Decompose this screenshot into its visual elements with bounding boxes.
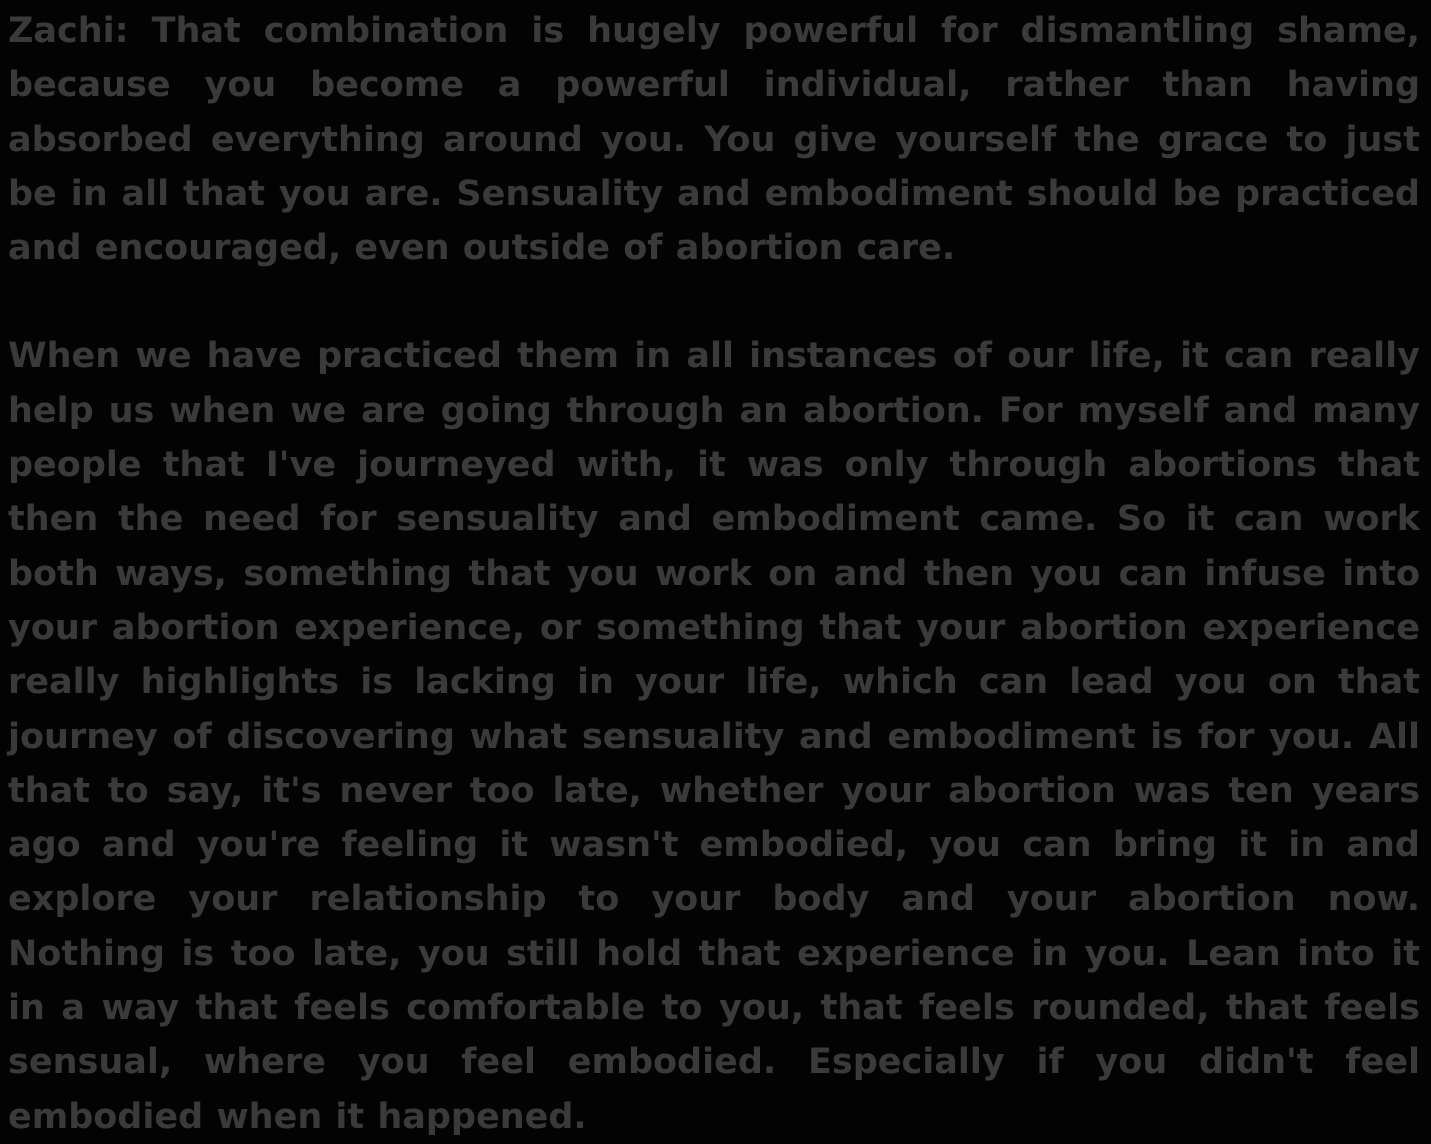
paragraph-zachi-answer: Zachi: That combination is hugely powerful for dismantling shame, because you become a powerful individual, rather than having absorbed everything around you. You give yourself the grace to just be in all that you are. Sensuality and embodiment should be practiced and encouraged, even outside of abortion care. <box>8 11 1420 269</box>
paragraph-embodiment-continued: When we have practiced them in all instances of our life, it can really help us when we are going through an abortion. For myself and many people that I've journeyed with, it was only through abortions that then the need for sensuality and embodiment came. So it can work both ways, something that you work on and then you can infuse into your abortion experience, or something that your abortion experience really highlights is lacking in your life, which can lead you on that journey of discovering what sensuality and embodiment is for you. All that to say, it's never too late, whether your abortion was ten years ago and you're feeling it wasn't embodied, you can bring it in and explore your relationship to your body and your abortion now. Nothing is too late, you still hold that experience in you. Lean into it in a way that feels comfortable to you, that feels rounded, that feels sensual, where you feel embodied. Especially if you didn't feel embodied when it happened. <box>8 336 1420 1137</box>
article-body <box>8 4 1420 1144</box>
